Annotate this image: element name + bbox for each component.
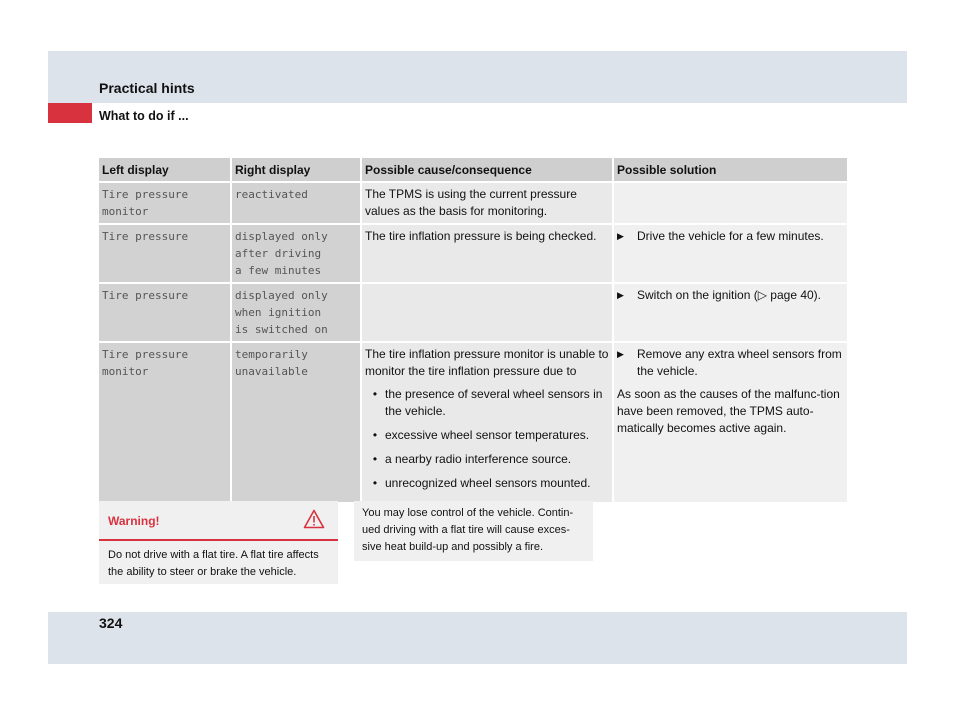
list-item: • a nearby radio interference source.: [372, 452, 572, 466]
section-title: Practical hints: [99, 80, 195, 96]
header-solution: Possible solution: [613, 158, 847, 182]
left-display-cell: Tire pressure monitor: [99, 182, 231, 224]
solution-cell: ▶ Remove any extra wheel sensors from the vehicle. As soon as the causes of the malfunc-tion have been removed, the TPMS auto-matically becomes active again.: [613, 342, 847, 503]
right-display-cell: reactivated: [231, 182, 361, 224]
header-left-display: Left display: [99, 158, 231, 182]
warning-header: [99, 501, 338, 541]
cause-cell: [361, 283, 613, 342]
table-row: [99, 342, 847, 503]
cause-list: [365, 386, 609, 492]
table-row: [99, 283, 847, 342]
table-row: [99, 224, 847, 283]
arrow-bullet-icon: ▶: [617, 349, 624, 359]
warning-text: Do not drive with a flat tire. A flat tire affects the ability to steer or brake the vehicle.: [108, 549, 319, 578]
table-header-row: [99, 158, 847, 182]
solution-cell: ▶ Switch on the ignition (▷ page 40).: [613, 283, 847, 342]
warning-continuation: You may lose control of the vehicle. Contin-ued driving with a flat tire will cause exces-sive heat build-up and possibly a fire.: [354, 501, 593, 561]
cause-cell: The TPMS is using the current pressure values as the basis for monitoring.: [361, 182, 613, 224]
right-display-cell: displayed only when ignition is switched on: [231, 283, 361, 342]
left-display-cell: Tire pressure: [99, 283, 231, 342]
solution-note: As soon as the causes of the malfunc-tion have been removed, the TPMS auto-matically becomes active again.: [617, 387, 840, 435]
page-number: 324: [99, 615, 123, 631]
list-item: • the presence of several wheel sensors in the vehicle.: [372, 387, 603, 418]
footer-band: [48, 612, 907, 664]
warning-label: Warning!: [108, 514, 160, 528]
subsection-title: What to do if ...: [99, 109, 189, 123]
solution-cell: ▶ Drive the vehicle for a few minutes.: [613, 224, 847, 283]
cause-cell: The tire inflation pressure monitor is unable to monitor the tire inflation pressure due to • the presence of several wheel sensors in the vehicle. • excessive wheel sensor temperatures. • a nearby radio interference source. • unrecognized wheel sensors mounted.: [361, 342, 613, 503]
section-marker: [48, 103, 92, 123]
header-right-display: Right display: [231, 158, 361, 182]
right-display-cell: temporarily unavailable: [231, 342, 361, 503]
right-display-cell: displayed only after driving a few minutes: [231, 224, 361, 283]
header-cause: Possible cause/consequence: [361, 158, 613, 182]
cause-cell: The tire inflation pressure is being checked.: [361, 224, 613, 283]
list-item: • unrecognized wheel sensors mounted.: [372, 476, 591, 490]
warning-triangle-icon: [303, 509, 325, 534]
tpms-table: [99, 158, 847, 504]
warning-box: [99, 501, 338, 584]
arrow-bullet-icon: ▶: [617, 231, 624, 241]
left-display-cell: Tire pressure: [99, 224, 231, 283]
solution-cell: [613, 182, 847, 224]
list-item: • excessive wheel sensor temperatures.: [372, 428, 590, 442]
left-display-cell: Tire pressure monitor: [99, 342, 231, 503]
table-row: [99, 182, 847, 224]
arrow-bullet-icon: ▶: [617, 290, 624, 300]
